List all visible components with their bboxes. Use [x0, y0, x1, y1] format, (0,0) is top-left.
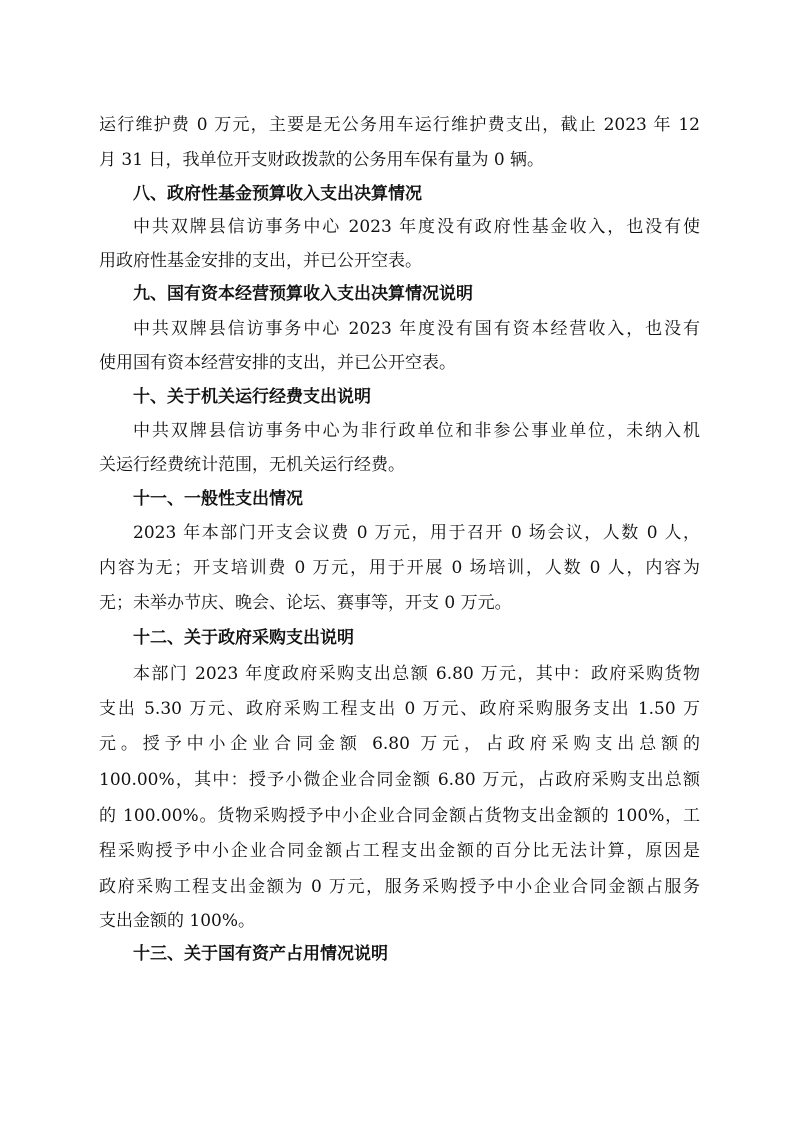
paragraph-line: 月 31 日，我单位开支财政拨款的公务用车保有量为 0 辆。 — [99, 150, 545, 170]
section-heading: 十二、关于政府采购支出说明 — [133, 628, 354, 648]
paragraph-line: 100.00%，其中：授予小微企业合同金额 6.80 万元，占政府采购支出总额 — [99, 770, 700, 790]
paragraph-line: 元。授予中小企业合同金额 6.80 万元，占政府采购支出总额的 — [99, 734, 700, 754]
paragraph-line: 2023 年本部门开支会议费 0 万元，用于召开 0 场会议，人数 0 人， — [133, 523, 700, 543]
paragraph-line: 运行维护费 0 万元，主要是无公务用车运行维护费支出，截止 2023 年 12 — [99, 115, 700, 135]
section-heading: 十、关于机关运行经费支出说明 — [133, 387, 371, 407]
paragraph-line: 本部门 2023 年度政府采购支出总额 6.80 万元，其中：政府采购货物 — [133, 664, 700, 684]
paragraph-line: 中共双牌县信访事务中心 2023 年度没有政府性基金收入，也没有使 — [133, 217, 700, 237]
paragraph-line: 关运行经费统计范围，无机关运行经费。 — [99, 455, 405, 475]
section-heading: 十一、一般性支出情况 — [133, 489, 303, 509]
paragraph-line: 程采购授予中小企业合同金额占工程支出金额的百分比无法计算，原因是 — [99, 841, 700, 861]
paragraph-line: 的 100.00%。货物采购授予中小企业合同金额占货物支出金额的 100%，工 — [99, 806, 700, 826]
paragraph-line: 中共双牌县信访事务中心 2023 年度没有国有资本经营收入，也没有 — [133, 319, 700, 339]
paragraph-line: 无；未举办节庆、晚会、论坛、赛事等，开支 0 万元。 — [99, 593, 512, 613]
section-heading: 十三、关于国有资产占用情况说明 — [133, 944, 388, 964]
section-heading: 八、政府性基金预算收入支出决算情况 — [133, 184, 422, 204]
paragraph-line: 政府采购工程支出金额为 0 万元，服务采购授予中小企业合同金额占服务 — [99, 877, 700, 897]
paragraph-line: 用政府性基金安排的支出，并已公开空表。 — [99, 251, 422, 271]
paragraph-line: 支出金额的 100%。 — [99, 911, 256, 931]
paragraph-line: 使用国有资本经营安排的支出，并已公开空表。 — [99, 353, 456, 373]
section-heading: 九、国有资本经营预算收入支出决算情况说明 — [133, 284, 473, 304]
paragraph-line: 中共双牌县信访事务中心为非行政单位和非参公事业单位，未纳入机 — [133, 421, 700, 441]
paragraph-line: 内容为无；开支培训费 0 万元，用于开展 0 场培训，人数 0 人，内容为 — [99, 558, 700, 578]
paragraph-line: 支出 5.30 万元、政府采购工程支出 0 万元、政府采购服务支出 1.50 万 — [99, 699, 700, 719]
